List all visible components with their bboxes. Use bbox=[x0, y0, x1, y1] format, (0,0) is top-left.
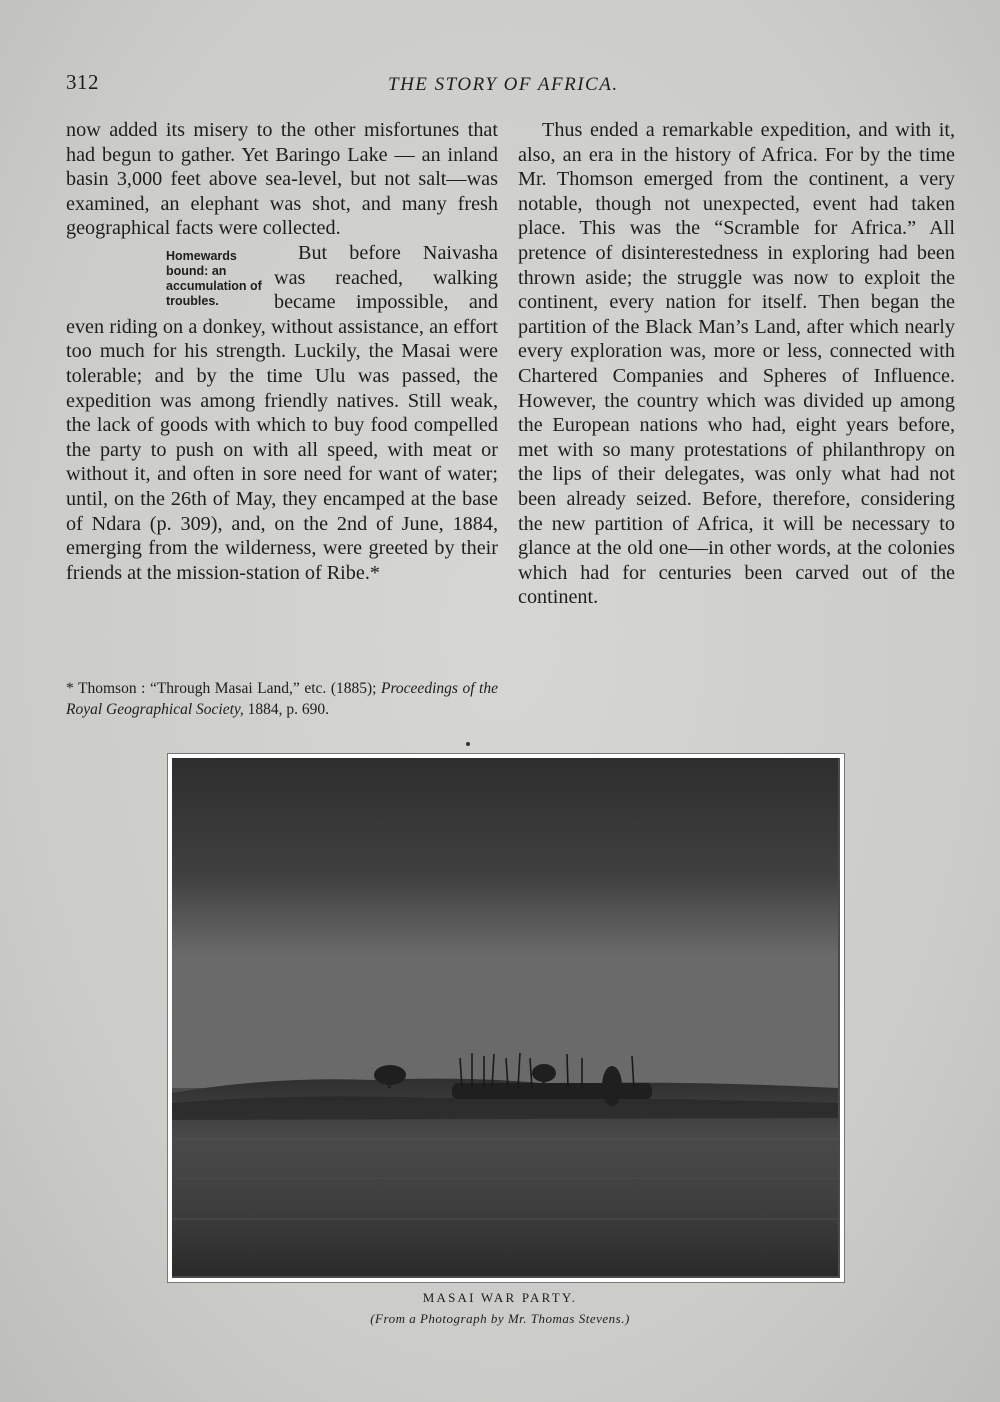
footnote-text: * Thomson : “Through Masai Land,” etc. (1885); bbox=[66, 680, 377, 697]
photograph bbox=[172, 758, 840, 1278]
figure-caption: MASAI WAR PARTY. bbox=[422, 1290, 578, 1305]
footnote bbox=[66, 678, 498, 720]
printer-dot bbox=[466, 742, 470, 746]
sidenote-spacer bbox=[66, 241, 166, 289]
marginal-sidenote: Homewards bound: an accumulation of troubles. bbox=[166, 248, 262, 308]
page-number: 312 bbox=[66, 70, 99, 94]
paragraph: Thus ended a remarkable expedition, and with it, also, an era in the history of Africa. For by the time Mr. Thomson emerged from the continent, a very notable, though not unexpected, event had taken place. This was the “Scramble for Africa.” All pretence of disinterestedness in exploring had been thrown aside; the struggle was now to exploit the continent, every nation for itself. Then began the partition of the Black Man’s Land, after which nearly every exploration was, more or less, connected with Chartered Companies and Spheres of Influence. However, the country which was divided up among the European nations who had, eight years before, met with so many protestations of philanthropy on the lips of their delegates, was only what had not been already seized. Before, therefore, considering the new partition of Africa, it will be necessary to glance at the old one—in other words, at the colonies which had for centuries been carved out of the continent. bbox=[518, 119, 955, 609]
running-title: THE STORY OF AFRICA. bbox=[388, 74, 619, 95]
paragraph: But before Naivasha was reached, walking became impossible, and even riding on a donkey, without assistance, an effort too much for his strength. Luckily, the Masai were tolerable; and by the time Ulu was passed, the expedition was among friendly natives. Still weak, the lack of goods with which to buy food compelled the party to push on with all speed, with meat or without it, and often in sore need for want of water; until, on the 26th of May, they encamped at the base of Ndara (p. 309), and, on the 2nd of June, 1884, emerging from the wilderness, were greeted by their friends at the mission-station of Ribe.* bbox=[66, 241, 498, 584]
footnote-italic: Proceedings of the Royal Geographical Society, bbox=[66, 680, 498, 718]
paragraph: now added its misery to the other misfortunes that had begun to gather. Yet Baringo Lake — an inland basin 3,000 feet above sea-level, but not salt—was examined, an elephant was shot, and many fresh geographical facts were collected. bbox=[66, 119, 498, 240]
photograph-image bbox=[172, 758, 838, 1276]
left-column bbox=[66, 118, 498, 585]
figure-credit: (From a Photograph by Mr. Thomas Stevens.) bbox=[370, 1311, 630, 1326]
right-column bbox=[518, 118, 955, 610]
footnote-tail: 1884, p. 690. bbox=[247, 701, 330, 718]
photograph-figure bbox=[167, 753, 845, 1283]
